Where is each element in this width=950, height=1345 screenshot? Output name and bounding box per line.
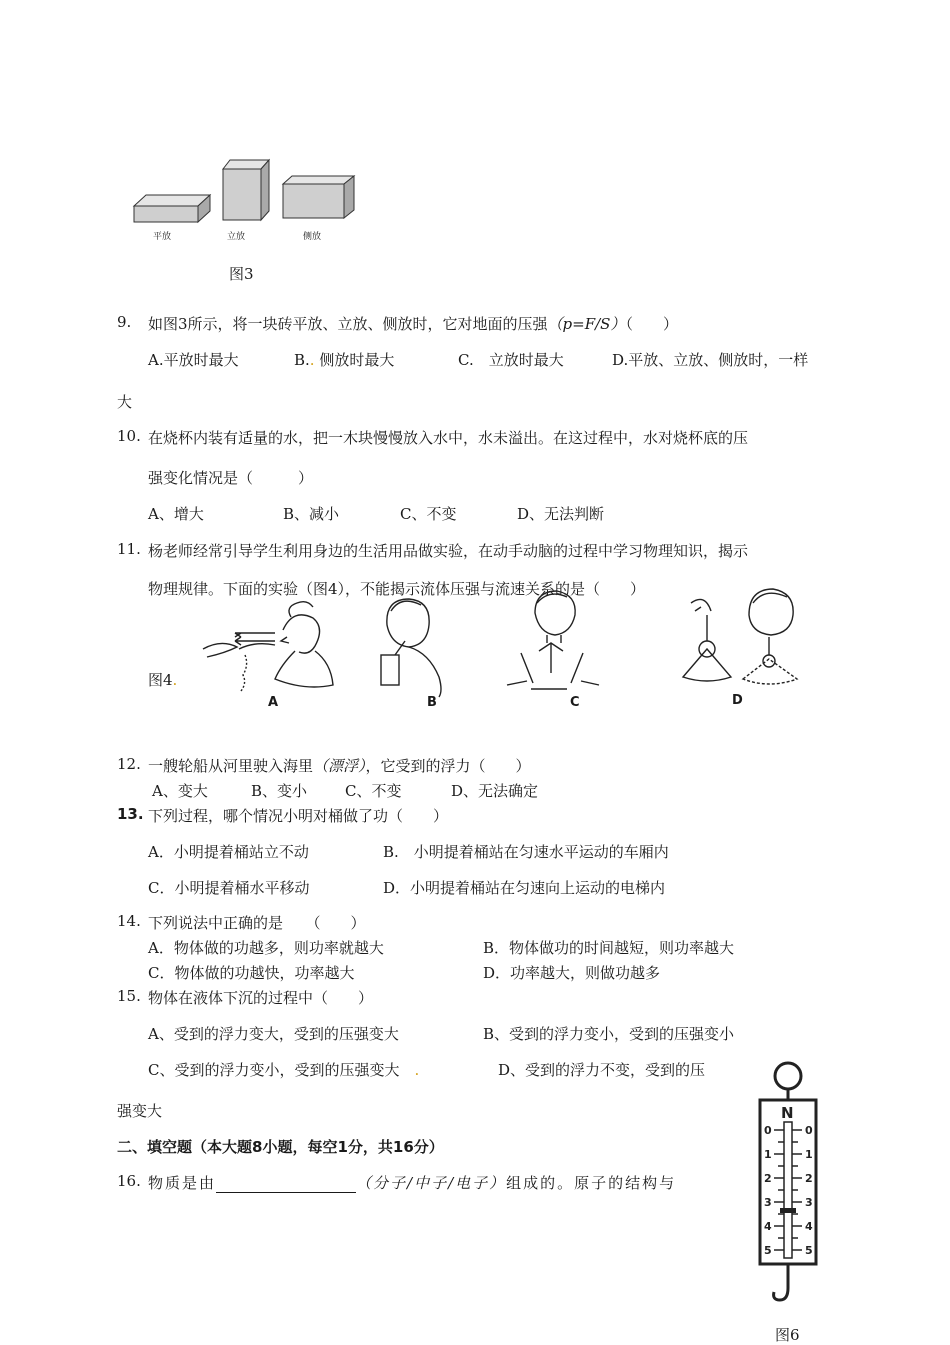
q15-option-c: [148, 1059, 419, 1080]
q10-line1: 在烧杯内装有适量的水，把一木块慢慢放入水中，水未溢出。在这过程中，水对烧杯底的压: [148, 429, 749, 447]
q9-line: [148, 313, 678, 334]
brick-upright: [223, 160, 269, 220]
q10-option-b: B、减小: [283, 505, 340, 523]
figure-3-bricks: [130, 158, 370, 238]
fig4-c-drawing: [507, 591, 599, 689]
q15-option-b: B、受到的浮力变小，受到的压强变小: [483, 1025, 735, 1043]
q14-number: 14.: [117, 912, 141, 930]
fig3-label-flat: 平放: [153, 232, 172, 242]
fig4-label-d: D: [732, 693, 743, 708]
fig4-label-a: A: [268, 695, 279, 710]
q14-option-b: B．物体做功的时间越短，则功率越大: [483, 939, 735, 957]
q9-number: 9.: [117, 313, 132, 331]
section-2-title: 二、填空题（本大题8小题，每空1分，共16分）: [117, 1138, 444, 1156]
fig6-caption: 图6: [775, 1326, 800, 1344]
q13-option-a: A．小明提着桶站立不动: [148, 843, 309, 861]
scale-hook: [774, 1288, 788, 1300]
q15-text: 物体在液体下沉的过程中（ ）: [148, 989, 374, 1007]
scale-right-2: 2: [805, 1172, 813, 1185]
q9-option-b-text: 侧放时最大: [319, 351, 395, 369]
q14-option-c: C．物体做的功越快，功率越大: [148, 964, 355, 982]
q9-bracket: （ ）: [625, 315, 678, 333]
q9-option-d: D.平放、立放、侧放时，一样: [612, 351, 809, 369]
stray-dot: .: [172, 671, 178, 689]
q13-number: 13.: [117, 805, 144, 823]
brick-flat: [134, 195, 210, 222]
q12-option-b: B、变小: [251, 782, 308, 800]
scale-left-1: 1: [764, 1148, 772, 1161]
fig3-caption: 图3: [229, 265, 254, 283]
fig3-label-side: 侧放: [303, 232, 322, 242]
q12-line: [148, 755, 531, 776]
q12-text: 一艘轮船从河里驶入海里: [148, 757, 314, 775]
q11-number: 11.: [117, 540, 141, 558]
q12-number: 12.: [117, 755, 141, 773]
fig3-label-upright: 立放: [227, 232, 246, 242]
q16-hint: （分子/中子/电子）: [356, 1174, 507, 1192]
q16-answer-blank[interactable]: [216, 1178, 356, 1193]
q15-option-c-text: C、受到的浮力变小，受到的压强变大: [148, 1061, 400, 1079]
stray-dot: .: [414, 1061, 420, 1079]
q9-text: 如图3所示，将一块砖平放、立放、侧放时，它对地面的压强: [148, 315, 548, 333]
q10-option-c: C、不变: [400, 505, 457, 523]
q10-line2: 强变化情况是（ ）: [148, 469, 314, 487]
scale-letter: N: [781, 1104, 794, 1122]
q10-option-d: D、无法判断: [517, 505, 605, 523]
scale-left-0: 0: [764, 1124, 772, 1137]
scale-left-4: 4: [764, 1220, 772, 1233]
q14-option-a: A．物体做的功越多，则功率就越大: [148, 939, 384, 957]
scale-right-3: 3: [805, 1196, 813, 1209]
fig4-d-drawing: [683, 589, 797, 684]
figure-6-spring-scale: [750, 1056, 830, 1316]
q9-option-a: A.平放时最大: [148, 351, 239, 369]
q9-hint: （p=F/S）: [547, 315, 626, 333]
scale-left-2: 2: [764, 1172, 772, 1185]
q15-number: 15.: [117, 987, 141, 1005]
scale-right-4: 4: [805, 1220, 813, 1233]
q15-continuation: 强变大: [117, 1102, 163, 1120]
scale-right-5: 5: [805, 1244, 813, 1257]
fig4-caption-text: 图4: [148, 671, 173, 689]
fig4-caption: [148, 669, 177, 690]
q15-option-d: D、受到的浮力不变，受到的压: [498, 1061, 706, 1079]
q16-pre: 物质是由: [148, 1174, 217, 1192]
brick-side: [283, 176, 354, 218]
q9-option-b: [294, 349, 394, 370]
q13-option-d: D．小明提着桶站在匀速向上运动的电梯内: [383, 879, 666, 897]
q12-hint: （漂浮）: [313, 757, 366, 775]
q11-line2: 物理规律。下面的实验（图4），不能揭示流体压强与流速关系的是（ ）: [148, 580, 646, 598]
fig4-label-c: C: [570, 695, 580, 710]
stray-dot: .: [309, 351, 315, 369]
q14-text: 下列说法中正确的是 （ ）: [148, 914, 366, 932]
q15-option-a: A、受到的浮力变大，受到的压强变大: [148, 1025, 399, 1043]
q9-continuation: 大: [117, 393, 133, 411]
scale-right-1: 1: [805, 1148, 813, 1161]
q12-option-d: D、无法确定: [451, 782, 539, 800]
q14-option-d: D．功率越大，则做功越多: [483, 964, 661, 982]
scale-right-0: 0: [805, 1124, 813, 1137]
q9-option-b-letter: B.: [294, 351, 310, 369]
fig4-a-drawing: [203, 602, 333, 691]
fig4-label-b: B: [427, 695, 437, 710]
q12-tail: ，它受到的浮力（ ）: [365, 757, 531, 775]
q9-option-c: C. 立放时最大: [458, 351, 564, 369]
figure-4-experiments: [195, 585, 805, 715]
q12-option-a: A、变大: [152, 782, 208, 800]
q13-option-b: B. 小明提着桶站在匀速水平运动的车厢内: [383, 843, 669, 861]
q16-line: [148, 1172, 676, 1193]
q10-number: 10.: [117, 427, 141, 445]
q16-number: 16.: [117, 1172, 141, 1190]
scale-pointer: [780, 1208, 796, 1213]
fig4-b-drawing: [381, 599, 441, 697]
scale-left-3: 3: [764, 1196, 772, 1209]
scale-left-5: 5: [764, 1244, 772, 1257]
q13-option-c: C．小明提着桶水平移动: [148, 879, 310, 897]
q10-option-a: A、增大: [148, 505, 204, 523]
q12-option-c: C、不变: [345, 782, 402, 800]
scale-top-ring: [775, 1063, 801, 1089]
q13-text: 下列过程，哪个情况小明对桶做了功（ ）: [148, 807, 449, 825]
q16-tail: 组成的。原子的结构与: [506, 1174, 677, 1192]
q11-line1: 杨老师经常引导学生利用身边的生活用品做实验，在动手动脑的过程中学习物理知识，揭示: [148, 542, 749, 560]
